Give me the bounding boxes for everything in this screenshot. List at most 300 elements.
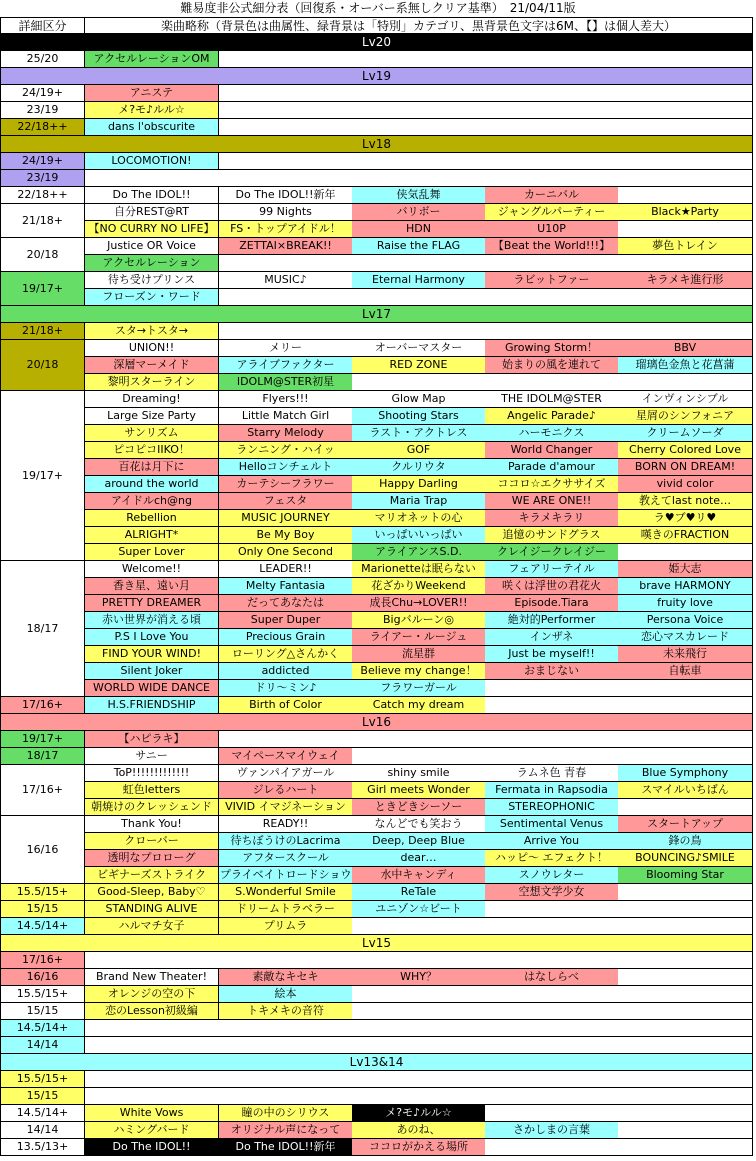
song-cell: Blooming Star xyxy=(618,867,753,884)
song-cell: さかしまの言葉 xyxy=(485,1122,619,1139)
detail-level: 16/16 xyxy=(0,816,85,884)
song-cell: マリオネットの心 xyxy=(352,510,486,527)
level-header: Lv13&14 xyxy=(0,1054,753,1071)
song-cell: LOCOMOTION! xyxy=(85,153,219,170)
song-cell: Precious Grain xyxy=(219,629,353,646)
song-cell: ドリ〜ミン♪ xyxy=(219,680,353,697)
song-cell: 【Beat the World!!!】 xyxy=(485,238,619,255)
song-cell: アクセルレーション xyxy=(85,255,219,272)
header-category: 詳細区分 xyxy=(0,17,85,34)
empty-cell xyxy=(618,799,753,816)
song-cell: オリジナル声になって xyxy=(219,1122,353,1139)
song-cell: 夢色トレイン xyxy=(618,238,753,255)
empty-cell xyxy=(618,680,753,697)
detail-level: 21/18+ xyxy=(0,204,85,238)
empty-cell xyxy=(485,1003,619,1020)
empty-cell xyxy=(85,1071,219,1088)
detail-level: 20/18 xyxy=(0,238,85,272)
song-cell: ラムネ色 青春 xyxy=(485,765,619,782)
song-cell: フェスタ xyxy=(219,493,353,510)
song-cell: 星屑のシンフォニア xyxy=(618,408,753,425)
empty-cell xyxy=(485,1088,619,1105)
empty-cell xyxy=(85,952,219,969)
song-cell: 流星群 xyxy=(352,646,486,663)
song-cell: マイペースマイウェイ xyxy=(219,748,353,765)
level-header: Lv18 xyxy=(0,136,753,153)
song-cell: brave HARMONY xyxy=(618,578,753,595)
empty-cell xyxy=(219,153,353,170)
song-cell: dans l'obscurite xyxy=(85,119,219,136)
empty-cell xyxy=(618,1105,753,1122)
song-cell: ヴァンパイアガール xyxy=(219,765,353,782)
song-cell: ジレるハート xyxy=(219,782,353,799)
song-cell: だってあなたは xyxy=(219,595,353,612)
song-cell: Glow Map xyxy=(352,391,486,408)
song-cell: あのね、 xyxy=(352,1122,486,1139)
empty-cell xyxy=(219,119,353,136)
empty-cell xyxy=(485,323,619,340)
empty-cell xyxy=(352,374,486,391)
empty-cell xyxy=(618,153,753,170)
song-cell: ZETTAI×BREAK!! xyxy=(219,238,353,255)
song-cell: 絶対的Performer xyxy=(485,612,619,629)
song-cell: ラ♥ブ♥リ♥ xyxy=(618,510,753,527)
detail-level: 19/17+ xyxy=(0,272,85,306)
song-cell: Girl meets Wonder xyxy=(352,782,486,799)
song-cell: Arrive You xyxy=(485,833,619,850)
detail-level: 14.5/14+ xyxy=(0,1020,85,1037)
song-cell: Marionetteは眠らない xyxy=(352,561,486,578)
empty-cell xyxy=(485,918,619,935)
song-cell: U10P xyxy=(485,221,619,238)
empty-cell xyxy=(85,1020,219,1037)
empty-cell xyxy=(618,374,753,391)
song-cell: WORLD WIDE DANCE xyxy=(85,680,219,697)
song-cell: H.S.FRIENDSHIP xyxy=(85,697,219,714)
song-cell: Only One Second xyxy=(219,544,353,561)
song-cell: 素敵なキセキ xyxy=(219,969,353,986)
empty-cell xyxy=(618,289,753,306)
empty-cell xyxy=(618,731,753,748)
song-cell: ランニング・ハイッ xyxy=(219,442,353,459)
song-cell: 侠気乱舞 xyxy=(352,187,486,204)
empty-cell xyxy=(219,1020,353,1037)
detail-level: 17/16+ xyxy=(0,765,85,816)
song-cell: Large Size Party xyxy=(85,408,219,425)
song-cell: Catch my dream xyxy=(352,697,486,714)
song-cell: dear… xyxy=(352,850,486,867)
song-cell: ラスト・アクトレス xyxy=(352,425,486,442)
empty-cell xyxy=(618,1020,753,1037)
empty-cell xyxy=(352,748,486,765)
empty-cell xyxy=(485,51,619,68)
detail-level: 23/19 xyxy=(0,102,85,119)
song-cell: addicted xyxy=(219,663,353,680)
empty-cell xyxy=(618,102,753,119)
song-cell: WHY？ xyxy=(352,969,486,986)
detail-level: 15.5/15+ xyxy=(0,986,85,1003)
empty-cell xyxy=(485,1105,619,1122)
empty-cell xyxy=(618,918,753,935)
song-cell: Cherry Colored Love xyxy=(618,442,753,459)
song-cell: メ?モ♪ルル☆ xyxy=(352,1105,486,1122)
song-cell: トキメキの音符 xyxy=(219,1003,353,1020)
song-cell: Angelic Parade♪ xyxy=(485,408,619,425)
empty-cell xyxy=(485,170,619,187)
song-cell: UNION!! xyxy=(85,340,219,357)
empty-cell xyxy=(485,1020,619,1037)
song-cell: Super Duper xyxy=(219,612,353,629)
song-cell: 香き星、遠い月 xyxy=(85,578,219,595)
song-cell: Do The IDOL!!新年 xyxy=(219,187,353,204)
song-cell: キラメキラリ xyxy=(485,510,619,527)
song-cell: 深層マーメイド xyxy=(85,357,219,374)
detail-level: 24/19+ xyxy=(0,153,85,170)
song-cell: Bigバルーン◎ xyxy=(352,612,486,629)
song-cell: 空想文学少女 xyxy=(485,884,619,901)
song-cell: IDOLM@STER初星 xyxy=(219,374,353,391)
empty-cell xyxy=(618,1139,753,1156)
empty-cell xyxy=(485,289,619,306)
song-cell: アイドルch@ng xyxy=(85,493,219,510)
song-cell: Deep, Deep Blue xyxy=(352,833,486,850)
song-cell: ローリング△さんかく xyxy=(219,646,353,663)
empty-cell xyxy=(485,731,619,748)
song-cell: フラワーガール xyxy=(352,680,486,697)
song-cell: オレンジの空の下 xyxy=(85,986,219,1003)
song-cell: Just be myself!! xyxy=(485,646,619,663)
song-cell: Fermata in Rapsodia xyxy=(485,782,619,799)
song-cell: P.S I Love You xyxy=(85,629,219,646)
song-cell: メリー xyxy=(219,340,353,357)
song-cell: Brand New Theater! xyxy=(85,969,219,986)
empty-cell xyxy=(352,51,486,68)
empty-cell xyxy=(219,1071,353,1088)
song-cell: インザネ xyxy=(485,629,619,646)
song-cell: PRETTY DREAMER xyxy=(85,595,219,612)
song-cell: 赤い世界が消える頃 xyxy=(85,612,219,629)
song-cell: Silent Joker xyxy=(85,663,219,680)
song-cell: Shooting Stars xyxy=(352,408,486,425)
song-cell: ハッピ〜 エフェクト！ xyxy=(485,850,619,867)
song-cell: ドリームトラベラー xyxy=(219,901,353,918)
song-cell: ジャングルパーティー xyxy=(485,204,619,221)
song-cell: ココロがかえる場所 xyxy=(352,1139,486,1156)
empty-cell xyxy=(485,1037,619,1054)
empty-cell xyxy=(618,952,753,969)
song-cell: ReTale xyxy=(352,884,486,901)
song-cell: 嘆きのFRACTION xyxy=(618,527,753,544)
song-cell: ハルマチ女子 xyxy=(85,918,219,935)
song-cell: Justice OR Voice xyxy=(85,238,219,255)
empty-cell xyxy=(485,680,619,697)
empty-cell xyxy=(219,1088,353,1105)
empty-cell xyxy=(85,1088,219,1105)
song-cell: vivid color xyxy=(618,476,753,493)
song-cell: 姫大志 xyxy=(618,561,753,578)
song-cell: ユニゾン☆ビート xyxy=(352,901,486,918)
song-cell: はなしらべ xyxy=(485,969,619,986)
song-cell: ラビットファー xyxy=(485,272,619,289)
empty-cell xyxy=(618,748,753,765)
detail-level: 14.5/14+ xyxy=(0,918,85,935)
detail-level: 18/17 xyxy=(0,748,85,765)
empty-cell xyxy=(352,289,486,306)
song-cell: スマイルいちばん xyxy=(618,782,753,799)
empty-cell xyxy=(219,85,353,102)
song-cell: ALRIGHT* xyxy=(85,527,219,544)
empty-cell xyxy=(485,986,619,1003)
detail-level: 24/19+ xyxy=(0,85,85,102)
song-cell: Happy Darling xyxy=(352,476,486,493)
song-cell: BOUNCING♪SMILE xyxy=(618,850,753,867)
empty-cell xyxy=(485,697,619,714)
song-cell: フェアリーテイル xyxy=(485,561,619,578)
empty-cell xyxy=(618,85,753,102)
empty-cell xyxy=(352,119,486,136)
song-cell: Do The IDOL!! xyxy=(85,1139,219,1156)
detail-level: 14/14 xyxy=(0,1037,85,1054)
song-cell: Sentimental Venus xyxy=(485,816,619,833)
empty-cell xyxy=(485,1139,619,1156)
detail-level: 17/16+ xyxy=(0,952,85,969)
detail-level: 14.5/14+ xyxy=(0,1105,85,1122)
song-cell: around the world xyxy=(85,476,219,493)
empty-cell xyxy=(219,170,353,187)
song-cell: Blue Symphony xyxy=(618,765,753,782)
empty-cell xyxy=(352,170,486,187)
song-cell: Growing Storm！ xyxy=(485,340,619,357)
detail-level: 16/16 xyxy=(0,969,85,986)
song-cell: shiny smile xyxy=(352,765,486,782)
song-cell: HDN xyxy=(352,221,486,238)
song-cell: Believe my change！ xyxy=(352,663,486,680)
empty-cell xyxy=(618,170,753,187)
detail-level: 22/18++ xyxy=(0,187,85,204)
song-cell: クローバー xyxy=(85,833,219,850)
song-cell: 追憶のサンドグラス xyxy=(485,527,619,544)
empty-cell xyxy=(85,1037,219,1054)
empty-cell xyxy=(485,748,619,765)
song-cell: BBV xyxy=(618,340,753,357)
empty-cell xyxy=(85,170,219,187)
song-cell: ToP!!!!!!!!!!!!! xyxy=(85,765,219,782)
song-cell: アニステ xyxy=(85,85,219,102)
empty-cell xyxy=(618,119,753,136)
empty-cell xyxy=(352,323,486,340)
song-cell: STANDING ALIVE xyxy=(85,901,219,918)
empty-cell xyxy=(352,102,486,119)
song-cell: クルリウタ xyxy=(352,459,486,476)
song-cell: スノウレター xyxy=(485,867,619,884)
song-cell: 【ハピラキ】 xyxy=(85,731,219,748)
song-cell: 朝焼けのクレッシェンド xyxy=(85,799,219,816)
song-cell: Flyers!!! xyxy=(219,391,353,408)
song-cell: Birth of Color xyxy=(219,697,353,714)
empty-cell xyxy=(618,1071,753,1088)
song-cell: 【NO CURRY NO LIFE】 xyxy=(85,221,219,238)
song-cell: 透明なプロローグ xyxy=(85,850,219,867)
song-cell: 水中キャンディ xyxy=(352,867,486,884)
empty-cell xyxy=(485,901,619,918)
song-cell: FIND YOUR WIND! xyxy=(85,646,219,663)
song-cell: アクセルレーションOM xyxy=(85,51,219,68)
song-cell: Persona Voice xyxy=(618,612,753,629)
detail-level: 23/19 xyxy=(0,170,85,187)
empty-cell xyxy=(485,119,619,136)
detail-level: 21/18+ xyxy=(0,323,85,340)
song-cell: ハーモニクス xyxy=(485,425,619,442)
song-cell: Starry Melody xyxy=(219,425,353,442)
song-cell: Little Match Girl xyxy=(219,408,353,425)
empty-cell xyxy=(352,986,486,1003)
song-cell: Helloコンチェルト xyxy=(219,459,353,476)
empty-cell xyxy=(618,969,753,986)
detail-level: 22/18++ xyxy=(0,119,85,136)
empty-cell xyxy=(219,323,353,340)
song-cell: 自転車 xyxy=(618,663,753,680)
song-cell: 絵本 xyxy=(219,986,353,1003)
song-cell: ピコピコIIKO！ xyxy=(85,442,219,459)
song-cell: Thank You! xyxy=(85,816,219,833)
song-cell: 瞳の中のシリウス xyxy=(219,1105,353,1122)
empty-cell xyxy=(219,102,353,119)
empty-cell xyxy=(219,952,353,969)
empty-cell xyxy=(618,187,753,204)
empty-cell xyxy=(352,952,486,969)
empty-cell xyxy=(485,952,619,969)
song-cell: 恋心マスカレード xyxy=(618,629,753,646)
song-cell: Do The IDOL!!新年 xyxy=(219,1139,353,1156)
song-cell: 成長Chu→LOVER!! xyxy=(352,595,486,612)
empty-cell xyxy=(618,221,753,238)
empty-cell xyxy=(618,901,753,918)
song-cell: BORN ON DREAM! xyxy=(618,459,753,476)
song-cell: LEADER!! xyxy=(219,561,353,578)
song-cell: MUSIC JOURNEY xyxy=(219,510,353,527)
empty-cell xyxy=(618,323,753,340)
song-cell: Black★Party xyxy=(618,204,753,221)
song-cell: READY!! xyxy=(219,816,353,833)
detail-level: 15.5/15+ xyxy=(0,1071,85,1088)
song-cell: バリボー xyxy=(352,204,486,221)
song-cell: World Changer xyxy=(485,442,619,459)
song-cell: 未来飛行 xyxy=(618,646,753,663)
song-cell: WE ARE ONE!! xyxy=(485,493,619,510)
song-cell: Do The IDOL!! xyxy=(85,187,219,204)
empty-cell xyxy=(485,153,619,170)
song-cell: Good-Sleep, Baby♡ xyxy=(85,884,219,901)
detail-level: 19/17+ xyxy=(0,391,85,561)
song-cell: ハミングバード xyxy=(85,1122,219,1139)
detail-level: 17/16+ xyxy=(0,697,85,714)
song-cell: アフタースクール xyxy=(219,850,353,867)
song-cell: メ?モ♪ルル☆ xyxy=(85,102,219,119)
empty-cell xyxy=(352,1003,486,1020)
song-cell: 虹色letters xyxy=(85,782,219,799)
level-header: Lv20 xyxy=(0,34,753,51)
song-cell: 教えてlast note… xyxy=(618,493,753,510)
song-cell: ときどきシーソー xyxy=(352,799,486,816)
song-cell: Dreaming! xyxy=(85,391,219,408)
song-cell: ライアー・ルージュ xyxy=(352,629,486,646)
empty-cell xyxy=(352,1037,486,1054)
table-title: 難易度非公式細分表（回復系・オーバー系無しクリア基準） 21/04/11版 xyxy=(180,1,576,15)
empty-cell xyxy=(618,544,753,561)
song-cell: オーバーマスター xyxy=(352,340,486,357)
song-cell: アライブファクター xyxy=(219,357,353,374)
empty-cell xyxy=(219,51,353,68)
level-header: Lv17 xyxy=(0,306,753,323)
song-cell: 待ちぼうけのLacrima xyxy=(219,833,353,850)
empty-cell xyxy=(618,1003,753,1020)
empty-cell xyxy=(618,697,753,714)
header-description: 楽曲略称（背景色は曲属性、緑背景は「特別」カテゴリ、黒背景色文字は6M、【】は個人差大） xyxy=(84,17,753,34)
song-cell: RED ZONE xyxy=(352,357,486,374)
song-cell: ビギナーズストライク xyxy=(85,867,219,884)
song-cell: 百花は月下に xyxy=(85,459,219,476)
empty-cell xyxy=(618,1037,753,1054)
song-cell: サニー xyxy=(85,748,219,765)
song-cell: fruity love xyxy=(618,595,753,612)
song-cell: VIVID イマジネーション xyxy=(219,799,353,816)
song-cell: カーニバル xyxy=(485,187,619,204)
song-cell: アライアンスS.D. xyxy=(352,544,486,561)
empty-cell xyxy=(219,1037,353,1054)
song-cell: Parade d'amour xyxy=(485,459,619,476)
song-cell: STEREOPHONIC xyxy=(485,799,619,816)
song-cell: Episode.Tiara xyxy=(485,595,619,612)
empty-cell xyxy=(618,255,753,272)
empty-cell xyxy=(618,1122,753,1139)
detail-level: 15.5/15+ xyxy=(0,884,85,901)
empty-cell xyxy=(352,1071,486,1088)
empty-cell xyxy=(485,1071,619,1088)
song-cell: クレイジークレイジー xyxy=(485,544,619,561)
song-cell: Eternal Harmony xyxy=(352,272,486,289)
song-cell: インヴィンシブル xyxy=(618,391,753,408)
detail-level: 20/18 xyxy=(0,340,85,391)
empty-cell xyxy=(352,255,486,272)
empty-cell xyxy=(485,85,619,102)
song-cell: 自分REST@RT xyxy=(85,204,219,221)
song-cell: THE IDOLM@STER xyxy=(485,391,619,408)
song-cell: おまじない xyxy=(485,663,619,680)
song-cell: 恋のLesson初級編 xyxy=(85,1003,219,1020)
song-cell: なんどでも笑おう xyxy=(352,816,486,833)
song-cell: いっぱいいっぱい xyxy=(352,527,486,544)
song-cell: 待ち受けプリンス xyxy=(85,272,219,289)
song-cell: GOF xyxy=(352,442,486,459)
detail-level: 18/17 xyxy=(0,561,85,697)
song-cell: Be My Boy xyxy=(219,527,353,544)
empty-cell xyxy=(618,51,753,68)
song-cell: Welcome!! xyxy=(85,561,219,578)
song-cell: 始まりの風を連れて xyxy=(485,357,619,374)
song-cell: スタ→トスタ→ xyxy=(85,323,219,340)
song-cell: S.Wonderful Smile xyxy=(219,884,353,901)
song-cell: 黎明スターライン xyxy=(85,374,219,391)
detail-level: 15/15 xyxy=(0,901,85,918)
song-cell: Maria Trap xyxy=(352,493,486,510)
empty-cell xyxy=(485,102,619,119)
song-cell: FS・トップアイドル！ xyxy=(219,221,353,238)
empty-cell xyxy=(618,986,753,1003)
empty-cell xyxy=(352,85,486,102)
song-cell: 咲くは浮世の君花火 xyxy=(485,578,619,595)
empty-cell xyxy=(352,918,486,935)
song-cell: サンリズム xyxy=(85,425,219,442)
